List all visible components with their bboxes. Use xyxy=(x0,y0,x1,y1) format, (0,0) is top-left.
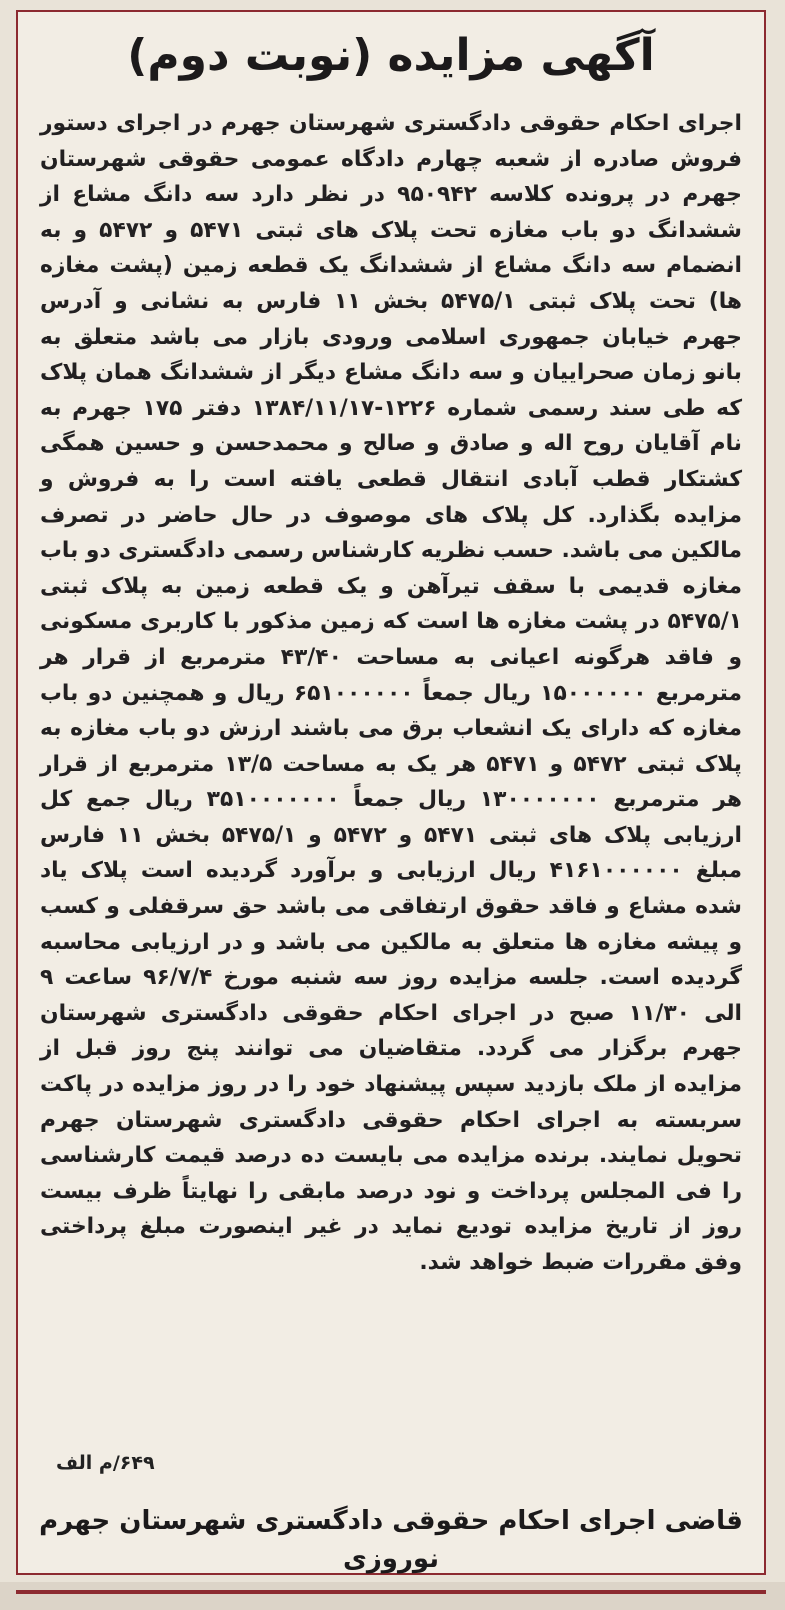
signature-title: قاضی اجرای احکام حقوقی دادگستری شهرستان جهرم xyxy=(39,1506,743,1536)
signature-block xyxy=(18,1502,764,1578)
page-bottom-edge xyxy=(0,1582,785,1610)
page-bottom-rule xyxy=(16,1590,766,1594)
notice-code: ۶۴۹/م الف xyxy=(56,1452,155,1474)
notice-body: اجرای احکام حقوقی دادگستری شهرستان جهرم در اجرای دستور فروش صادره از شعبه چهارم دادگاه عمومی حقوقی شهرستان جهرم در پرونده کلاسه ۹۵۰۹۴۲ در نظر دارد سه دانگ مشاع از ششدانگ دو باب مغازه تحت پلاک های ثبتی ۵۴۷۱ و ۵۴۷۲ و به انضمام سه دانگ مشاع از ششدانگ یک قطعه زمین (پشت مغازه ها) تحت پلاک ثبتی ۵۴۷۵/۱ بخش ۱۱ فارس به نشانی و آدرس جهرم خیابان جمهوری اسلامی ورودی بازار می باشد متعلق به بانو زمان صحرایيان و سه دانگ مشاع دیگر از ششدانگ همان پلاک که طی سند رسمی شماره ۱۲۲۶-۱۳۸۴/۱۱/۱۷ دفتر ۱۷۵ جهرم به نام آقایان روح اله و صادق و صالح و محمدحسن و حسین همگی کشتکار قطب آبادی انتقال قطعی یافته است را به فروش و مزایده بگذارد. کل پلاک های موصوف در حال حاضر در تصرف مالکین می باشد. حسب نظریه کارشناس رسمی دادگستری دو باب مغازه قدیمی با سقف تیرآهن و یک قطعه زمین به پلاک ثبتی ۵۴۷۵/۱ در پشت مغازه ها است که زمین مذکور با کاربری مسکونی و فاقد هرگونه اعیانی به مساحت ۴۳/۴۰ مترمربع از قرار هر مترمربع ۱۵۰۰۰۰۰۰ ریال جمعاً ۶۵۱۰۰۰۰۰۰ ریال و همچنین دو باب مغازه که دارای یک انشعاب برق می باشند ارزش دو باب مغازه به پلاک ثبتی ۵۴۷۲ و ۵۴۷۱ هر یک به مساحت ۱۳/۵ مترمربع از قرار هر مترمربع ۱۳۰۰۰۰۰۰۰ ریال جمعاً ۳۵۱۰۰۰۰۰۰۰ ریال جمع کل ارزیابی پلاک های ثبتی ۵۴۷۱ و ۵۴۷۲ و ۵۴۷۵/۱ بخش ۱۱ فارس مبلغ ۴۱۶۱۰۰۰۰۰۰ ریال ارزیابی و برآورد گردیده است پلاک یاد شده مشاع و فاقد حقوق ارتفاقی می باشد حق سرقفلی و کسب و پیشه مغازه ها متعلق به مالکین می باشد و در ارزیابی محاسبه گردیده است. جلسه مزایده روز سه شنبه مورخ ۹۶/۷/۴ ساعت ۹ الی ۱۱/۳۰ صبح در اجرای احکام حقوقی دادگستری شهرستان جهرم برگزار می گردد. متقاضیان می توانند پنج روز قبل از مزایده از ملک بازدید سپس پیشنهاد خود را در روز مزایده در پاکت سربسته به اجرای احکام حقوقی دادگستری شهرستان جهرم تحویل نمایند. برنده مزایده می بایست ده درصد قیمت کارشناسی را فی المجلس پرداخت و نود درصد مابقی را نهایتاً ظرف بیست روز از تاریخ مزایده تودیع نماید در غیر اینصورت مبلغ پرداختی وفق مقررات ضبط خواهد شد. xyxy=(40,111,743,1275)
notice-title: آگهی مزایده (نوبت دوم) xyxy=(127,30,655,81)
signature-name: نوروزی xyxy=(343,1544,439,1574)
notice-frame xyxy=(16,10,766,1575)
